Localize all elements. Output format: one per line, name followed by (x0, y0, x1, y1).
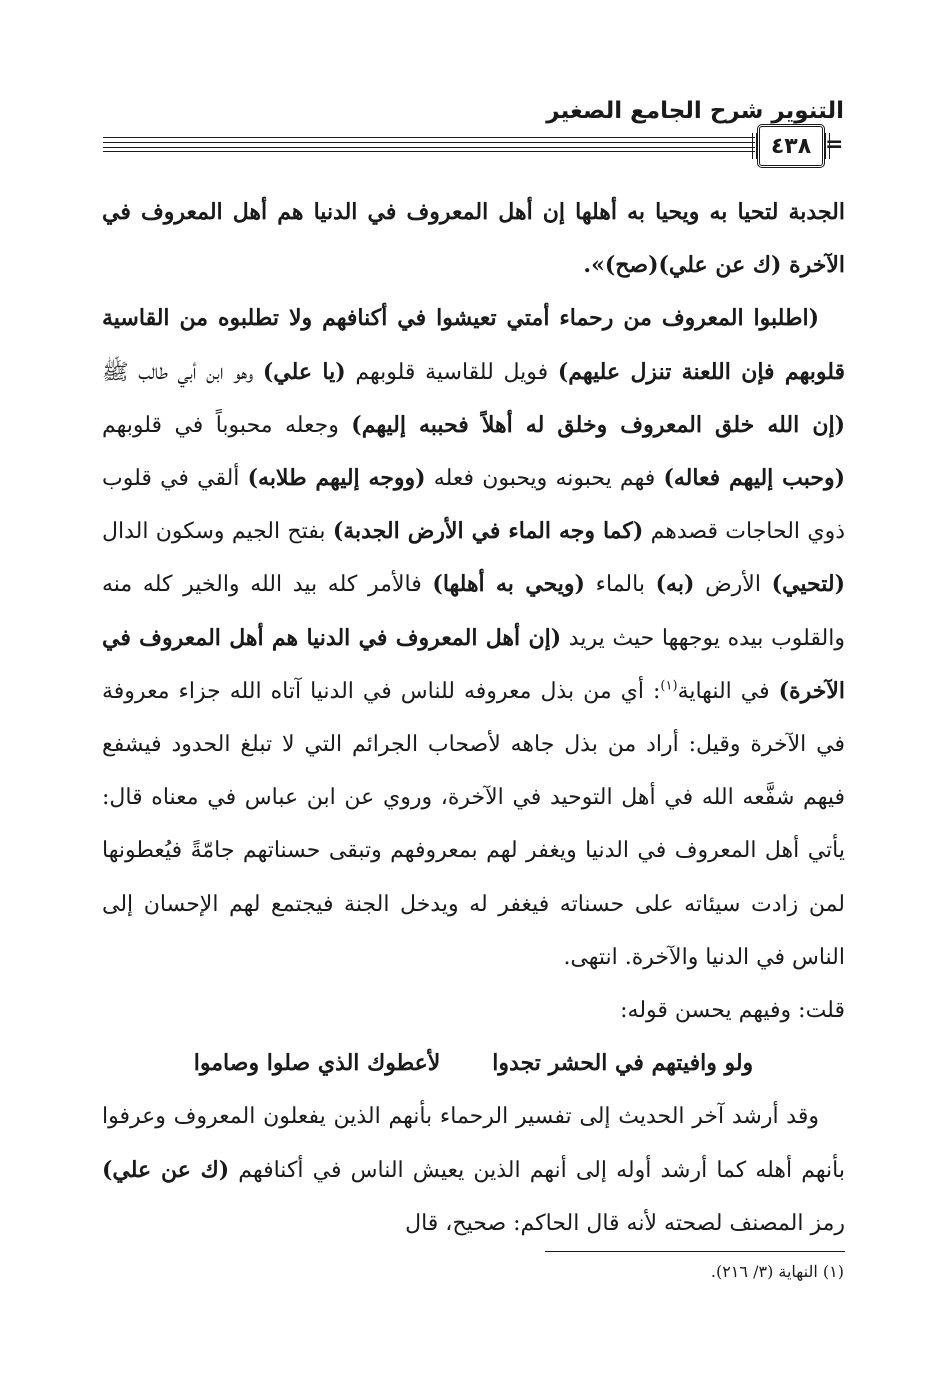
commentary-text: بفتح الجيم وسكون الدال (102, 519, 333, 545)
paragraph-2 (102, 292, 845, 984)
poem-verse (102, 1037, 845, 1090)
footnote: (١) النهاية (٣/ ٢١٦). (710, 1262, 844, 1281)
main-text (102, 186, 845, 1250)
paragraph-1 (102, 186, 845, 292)
paragraph-3 (102, 984, 845, 1037)
header-rule (103, 151, 755, 152)
verse-left-hemistich: لأعطوك الذي صلوا وصاموا (193, 1050, 441, 1077)
commentary-text: بالماء (584, 572, 656, 598)
commentary-text: وجعله محبوباً في قلوبهم (102, 412, 352, 438)
commentary-text: قلت: وفيهم يحسن قوله: (620, 998, 845, 1024)
hadith-text: (إن الله خلق المعروف وخلق له أهلاً فحببه إليهم) (351, 411, 845, 438)
hadith-text: (يا علي) (262, 358, 346, 385)
hadith-text: (لتحيي) (771, 571, 845, 598)
commentary-text: ألقي في قلوب ذوي الحاجات قصدهم (102, 466, 845, 545)
hadith-text: (إن أهل المعروف في الدنيا هم أهل المعروف في الآخرة) (102, 624, 845, 704)
hadith-text: (ووجه إليهم طلابه) (247, 465, 426, 492)
page-number-badge (757, 124, 825, 168)
commentary-text: وقد أرشد آخر الحديث إلى تفسير الرحماء بأنهم الذين يفعلون المعروف وعرفوا بأنهم أهله كما أرشد أوله إلى أنهم الذين يعيش الناس في أكنافهم (102, 1104, 846, 1183)
hadith-text: (وحبب إليهم فعاله) (663, 465, 846, 492)
header-ornament: = (825, 132, 844, 157)
footnote-marker[interactable]: (١) (660, 678, 678, 694)
page-number: ٤٣٨ (770, 133, 812, 159)
commentary-text: : أي من بذل معروفه للناس في الدنيا آتاه الله جزاء معروفة في الآخرة وقيل: أراد من بذل جاهه لأصحاب الجرائم التي لا تبلغ الحدود فيشفع فيهم شفَّعه الله في أهل التوحيد في الآخرة، وروي عن ابن عباس في معناه قال: يأتي أهل المعروف في الدنيا ويغفر لهم بمعروفهم وتبقى حسناتهم جامّةً فيُعطونها لمن زادت سيئاته على حسناته فيغفر له ويدخل الجنة فيجتمع لهم الإحسان إلى الناس في الدنيا والآخرة. انتهى. (102, 678, 845, 970)
commentary-text: فهم يحبونه ويحبون فعله (425, 466, 664, 492)
book-title: التنوير شرح الجامع الصغير (546, 98, 844, 124)
header-rule (103, 142, 755, 143)
paragraph-4 (102, 1090, 845, 1250)
verse-right-hemistich: ولو وافيتهم في الحشر تجدوا (492, 1050, 754, 1077)
commentary-text: رمز المصنف لصحته لأنه قال الحاكم: صحيح، قال (405, 1210, 845, 1236)
commentary-text: الأرض (694, 572, 772, 598)
hadith-text: الجدبة لتحيا به ويحيا به أهلها إن أهل المعروف في الدنيا هم أهل المعروف في الآخرة (ك عن علي)(صح)». (102, 199, 845, 279)
header-rule (103, 137, 755, 138)
commentary-text: فالأمر كله بيد الله والخير كله منه والقلوب بيده يوجهها حيث يريد (102, 572, 846, 651)
commentary-text: وهو ابن أبي طالب ﷺ (102, 359, 263, 385)
commentary-text: في النهاية (677, 678, 779, 704)
hadith-text: (ك عن علي) (102, 1156, 230, 1183)
hadith-text: (اطلبوا المعروف من رحماء أمتي تعيشوا في أكنافهم ولا تطلبوه من القاسية قلوبهم فإن اللعنة تنزل عليهم) (102, 305, 845, 385)
footnote-separator (545, 1251, 845, 1252)
hadith-text: (كما وجه الماء في الأرض الجدبة) (332, 518, 644, 545)
commentary-text: فويل للقاسية قلوبهم (345, 359, 558, 385)
hadith-text: (به) (655, 571, 695, 598)
hadith-text: (ويحي به أهلها) (432, 571, 585, 598)
header-rule (103, 147, 755, 148)
